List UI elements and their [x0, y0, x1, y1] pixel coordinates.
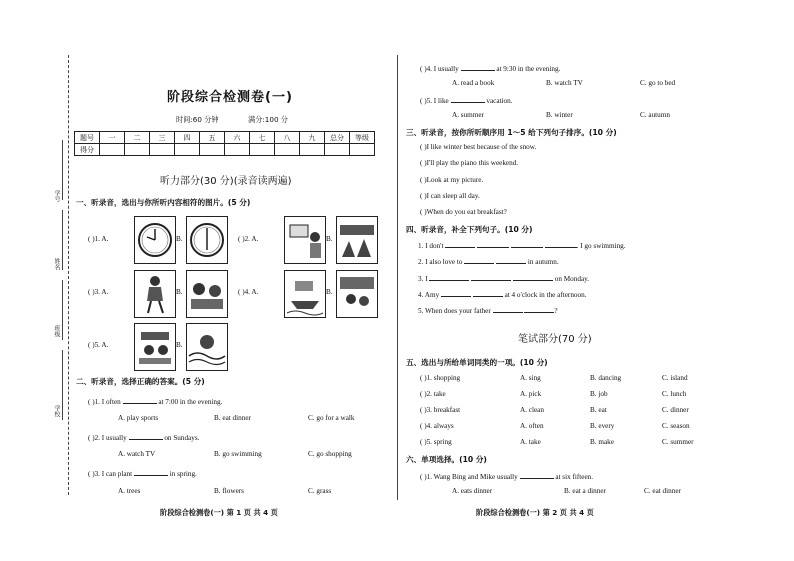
blank-line[interactable]: [451, 95, 485, 103]
s2-q3-b: B. flowers: [214, 487, 244, 495]
page-divider: [397, 55, 398, 500]
side-fill-line: [62, 280, 63, 340]
teacher-picture: [284, 216, 326, 264]
side-label-name: 姓名: [53, 258, 60, 270]
blank-line[interactable]: [545, 240, 577, 248]
blank-line[interactable]: [464, 256, 494, 264]
garden-picture: [336, 216, 378, 264]
s5-q1-c: C. island: [662, 374, 688, 382]
s2-q4-c: C. go to bed: [640, 79, 676, 87]
score-cell[interactable]: [250, 144, 275, 156]
side-fill-line: [62, 210, 63, 270]
side-label-id: 学号: [53, 190, 60, 202]
s1-item-4-num: ( )4. A.: [238, 288, 259, 296]
blank-line[interactable]: [441, 289, 471, 297]
score-header: 一: [100, 132, 125, 144]
score-header: 四: [175, 132, 200, 144]
section1-title: 一、听录音，选出与你所听内容相符的图片。(5 分): [76, 198, 251, 207]
blank-line[interactable]: [445, 240, 475, 248]
listening-title: 听力部分(30 分)(录音读两遍): [160, 176, 292, 187]
s4-item-4: 4. Amy at 4 o'clock in the afternoon.: [418, 291, 587, 299]
s2-q2-b: B. go swimming: [214, 450, 262, 458]
score-row: [75, 144, 375, 156]
full-mark: 满分:100 分: [248, 115, 288, 124]
s5-q3: ( )3. breakfast: [420, 406, 461, 414]
score-header: 五: [200, 132, 225, 144]
score-header: 总分: [325, 132, 350, 144]
s4-item-1: 1. I don't . I go swimming.: [418, 242, 626, 250]
score-cell[interactable]: [150, 144, 175, 156]
blank-line[interactable]: [429, 273, 469, 281]
s1-item-1-b: B.: [176, 235, 183, 243]
s5-q1-b: B. dancing: [590, 374, 622, 382]
s2-q1-b: B. eat dinner: [214, 414, 251, 422]
boy-picture: [134, 270, 176, 318]
s6-q1: ( )1. Wang Bing and Mike usually at six fifteen.: [420, 473, 594, 481]
s1-item-3-b: B.: [176, 288, 183, 296]
s2-q5-a: A. summer: [452, 111, 484, 119]
exam-time: 时间:60 分钟: [176, 115, 219, 124]
s2-q2-c: C. go shopping: [308, 450, 352, 458]
cooking-picture: [134, 323, 176, 371]
s4-item-5: 5. When does your father ?: [418, 307, 558, 315]
clock-picture: [134, 216, 176, 264]
s4-item-2: 2. I also love to in autumn.: [418, 258, 559, 266]
blank-line[interactable]: [513, 273, 553, 281]
s2-q3-c: C. grass: [308, 487, 332, 495]
s2-q1-c: C. go for a walk: [308, 414, 355, 422]
s5-q5-b: B. make: [590, 438, 614, 446]
s2-q5-c: C. autumn: [640, 111, 670, 119]
s2-q4: ( )4. I usually at 9:30 in the evening.: [420, 65, 561, 73]
page2-footer: 阶段综合检测卷(一) 第 2 页 共 4 页: [476, 508, 594, 517]
s5-q1: ( )1. shopping: [420, 374, 461, 382]
score-row-label: 得分: [75, 144, 100, 156]
score-cell[interactable]: [275, 144, 300, 156]
score-cell[interactable]: [175, 144, 200, 156]
s5-q4: ( )4. always: [420, 422, 454, 430]
s2-q4-b: B. watch TV: [546, 79, 583, 87]
blank-line[interactable]: [471, 273, 511, 281]
s6-q1-a: A. eats dinner: [452, 487, 493, 495]
s5-q1-a: A. sing: [520, 374, 541, 382]
s2-q5: ( )5. I like vacation.: [420, 97, 513, 105]
score-header: 等级: [350, 132, 375, 144]
s4-item-3: 3. I on Monday.: [418, 275, 590, 283]
s2-q2: ( )2. I usually on Sundays.: [88, 434, 200, 442]
s1-item-1-num: ( )1. A.: [88, 235, 109, 243]
s5-q5-a: A. take: [520, 438, 541, 446]
section4-title: 四、听录音，补全下列句子。(10 分): [406, 225, 533, 234]
section3-title: 三、听录音，按你所听顺序用 1～5 给下列句子排序。(10 分): [406, 128, 617, 137]
section2-title: 二、听录音，选择正确的答案。(5 分): [76, 377, 205, 386]
s5-q3-b: B. eat: [590, 406, 607, 414]
blank-line[interactable]: [123, 396, 157, 404]
written-title: 笔试部分(70 分): [518, 334, 592, 345]
score-header: 九: [300, 132, 325, 144]
score-header-row: [75, 132, 375, 144]
s3-item: ( )When do you eat breakfast?: [420, 208, 507, 216]
blank-line[interactable]: [477, 240, 509, 248]
binding-line: [68, 55, 69, 495]
score-cell[interactable]: [350, 144, 375, 156]
blank-line[interactable]: [134, 468, 168, 476]
score-cell[interactable]: [300, 144, 325, 156]
page1-footer: 阶段综合检测卷(一) 第 1 页 共 4 页: [160, 508, 278, 517]
s5-q3-a: A. clean: [520, 406, 544, 414]
clock-picture: [186, 216, 228, 264]
section5-title: 五、选出与所给单词同类的一项。(10 分): [406, 358, 548, 367]
side-fill-line: [62, 140, 63, 200]
s2-q4-a: A. read a book: [452, 79, 495, 87]
score-cell[interactable]: [200, 144, 225, 156]
score-cell[interactable]: [125, 144, 150, 156]
s1-item-5-b: B.: [176, 341, 183, 349]
score-cell[interactable]: [325, 144, 350, 156]
s3-item: ( )I like winter best because of the snow.: [420, 143, 537, 151]
s2-q1: ( )1. I often at 7:00 in the evening.: [88, 398, 223, 406]
picnic-picture: [186, 270, 228, 318]
park-picture: [336, 270, 378, 318]
s1-item-4-b: B.: [326, 288, 333, 296]
score-cell[interactable]: [100, 144, 125, 156]
s2-q5-b: B. winter: [546, 111, 573, 119]
swimming-picture: [186, 323, 228, 371]
score-cell[interactable]: [225, 144, 250, 156]
section6-title: 六、单项选择。(10 分): [406, 455, 487, 464]
s6-q1-b: B. eat a dinner: [564, 487, 606, 495]
s2-q3: ( )3. I can plant in spring.: [88, 470, 197, 478]
side-fill-line: [62, 350, 63, 420]
s1-item-3-num: ( )3. A.: [88, 288, 109, 296]
side-label-school: 学校: [53, 405, 60, 417]
score-header: 题号: [75, 132, 100, 144]
blank-line[interactable]: [496, 256, 526, 264]
blank-line[interactable]: [493, 305, 523, 313]
blank-line[interactable]: [524, 305, 554, 313]
s5-q5-c: C. summer: [662, 438, 694, 446]
s1-item-2-num: ( )2. A.: [238, 235, 259, 243]
s2-q3-a: A. trees: [118, 487, 141, 495]
s5-q2-c: C. lunch: [662, 390, 687, 398]
s2-q2-a: A. watch TV: [118, 450, 156, 458]
s5-q5: ( )5. spring: [420, 438, 452, 446]
s5-q4-a: A. often: [520, 422, 544, 430]
s3-item: ( )I can sleep all day.: [420, 192, 480, 200]
blank-line[interactable]: [511, 240, 543, 248]
boat-picture: [284, 270, 326, 318]
score-header: 七: [250, 132, 275, 144]
s5-q2-b: B. job: [590, 390, 608, 398]
s5-q3-c: C. dinner: [662, 406, 689, 414]
s2-q1-a: A. play sports: [118, 414, 159, 422]
score-header: 八: [275, 132, 300, 144]
side-label-class: 班级: [53, 325, 60, 337]
blank-line[interactable]: [520, 471, 554, 479]
blank-line[interactable]: [473, 289, 503, 297]
score-header: 二: [125, 132, 150, 144]
s3-item: ( )Look at my picture.: [420, 176, 484, 184]
score-table: [74, 131, 375, 156]
s3-item: ( )I'll play the piano this weekend.: [420, 159, 519, 167]
s5-q4-b: B. every: [590, 422, 615, 430]
blank-line[interactable]: [129, 432, 163, 440]
page-title: 阶段综合检测卷(一): [167, 90, 293, 105]
s5-q2: ( )2. take: [420, 390, 446, 398]
score-header: 三: [150, 132, 175, 144]
s1-item-2-b: B.: [326, 235, 333, 243]
s6-q1-c: C. eat dinner: [644, 487, 681, 495]
score-header: 六: [225, 132, 250, 144]
blank-line[interactable]: [461, 63, 495, 71]
s5-q2-a: A. pick: [520, 390, 542, 398]
s5-q4-c: C. season: [662, 422, 690, 430]
s1-item-5-num: ( )5. A.: [88, 341, 109, 349]
